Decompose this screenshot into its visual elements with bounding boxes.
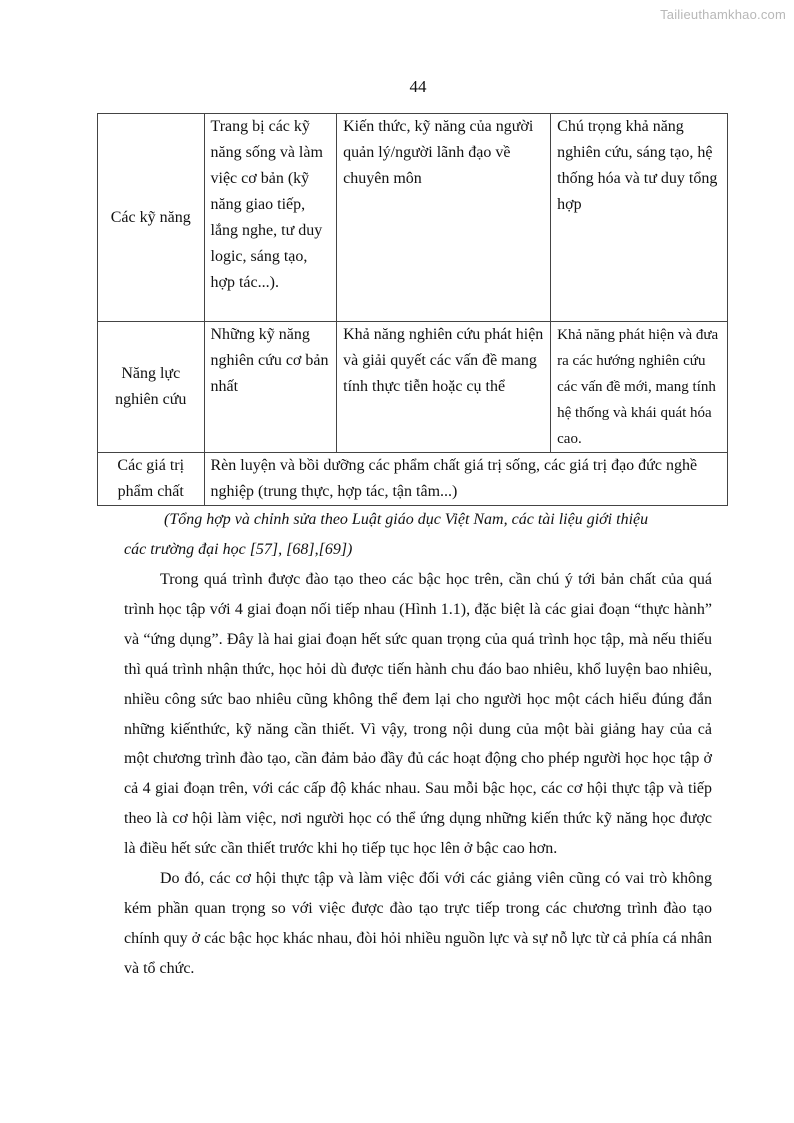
caption-line: (Tổng hợp và chỉnh sửa theo Luật giáo dục Việt Nam, các tài liệu giới thiệu xyxy=(164,511,649,528)
table-cell: Trang bị các kỹ năng sống và làm việc cơ bản (kỹ năng giao tiếp, lắng nghe, tư duy logic, sáng tạo, hợp tác...). xyxy=(204,114,337,322)
table-cell: Khả năng nghiên cứu phát hiện và giải quyết các vấn đề mang tính thực tiễn hoặc cụ thể xyxy=(337,322,551,453)
caption-line: các trường đại học [57], [68],[69]) xyxy=(124,541,353,558)
table-row xyxy=(98,322,728,453)
table-cell: Những kỹ năng nghiên cứu cơ bản nhất xyxy=(204,322,337,453)
watermark: Tailieuthamkhao.com xyxy=(660,7,786,22)
table-row xyxy=(98,114,728,322)
table-cell: Chú trọng khả năng nghiên cứu, sáng tạo, hệ thống hóa và tư duy tổng hợp xyxy=(551,114,728,322)
row-header-research: Năng lực nghiên cứu xyxy=(98,322,205,453)
table-caption xyxy=(124,505,724,565)
row-header-values: Các giá trị phẩm chất xyxy=(98,453,205,506)
table-cell-merged: Rèn luyện và bồi dưỡng các phẩm chất giá trị sống, các giá trị đạo đức nghề nghiệp (trung thực, hợp tác, tận tâm...) xyxy=(204,453,728,506)
paragraph: Trong quá trình được đào tạo theo các bậc học trên, cần chú ý tới bản chất của quá trình học tập với 4 giai đoạn nối tiếp nhau (Hình 1.1), đặc biệt là các giai đoạn “thực hành” và “ứng dụng”. Đây là hai giai đoạn hết sức quan trọng của quá trình học tập, mà nếu thiếu thì quá trình nhận thức, học hỏi dù được tiến hành chu đáo bao nhiêu, khổ luyện bao nhiêu, nhiều công sức bao nhiêu cũng không thể đem lại cho người học một cách hiểu đúng đắn những kiếnthức, kỹ năng cần thiết. Vì vậy, trong nội dung của một bài giảng hay của cả một chương trình đào tạo, cần đảm bảo đầy đủ các hoạt động cho phép người học học tập ở cả 4 giai đoạn trên, với các cấp độ khác nhau. Sau mỗi bậc học, các cơ hội thực tập và tiếp theo là cơ hội làm việc, nơi người học có thể ứng dụng những kiến thức kỹ năng học được là điều hết sức cần thiết trước khi họ tiếp tục học lên ở bậc cao hơn. xyxy=(124,571,712,858)
skills-table xyxy=(97,113,728,506)
table-row xyxy=(98,453,728,506)
body-text xyxy=(124,565,712,984)
row-header-skills: Các kỹ năng xyxy=(98,114,205,322)
paragraph: Do đó, các cơ hội thực tập và làm việc đối với các giảng viên cũng có vai trò không kém phần quan trọng so với việc được đào tạo trực tiếp trong các chương trình đào tạo chính quy ở các bậc học khác nhau, đòi hỏi nhiều nguồn lực và sự nỗ lực từ cả phía cá nhân và tổ chức. xyxy=(124,870,712,977)
table-cell: Khả năng phát hiện và đưa ra các hướng nghiên cứu các vấn đề mới, mang tính hệ thống và khái quát hóa cao. xyxy=(551,322,728,453)
table-cell: Kiến thức, kỹ năng của người quản lý/người lãnh đạo về chuyên môn xyxy=(337,114,551,322)
page-number: 44 xyxy=(409,77,427,96)
